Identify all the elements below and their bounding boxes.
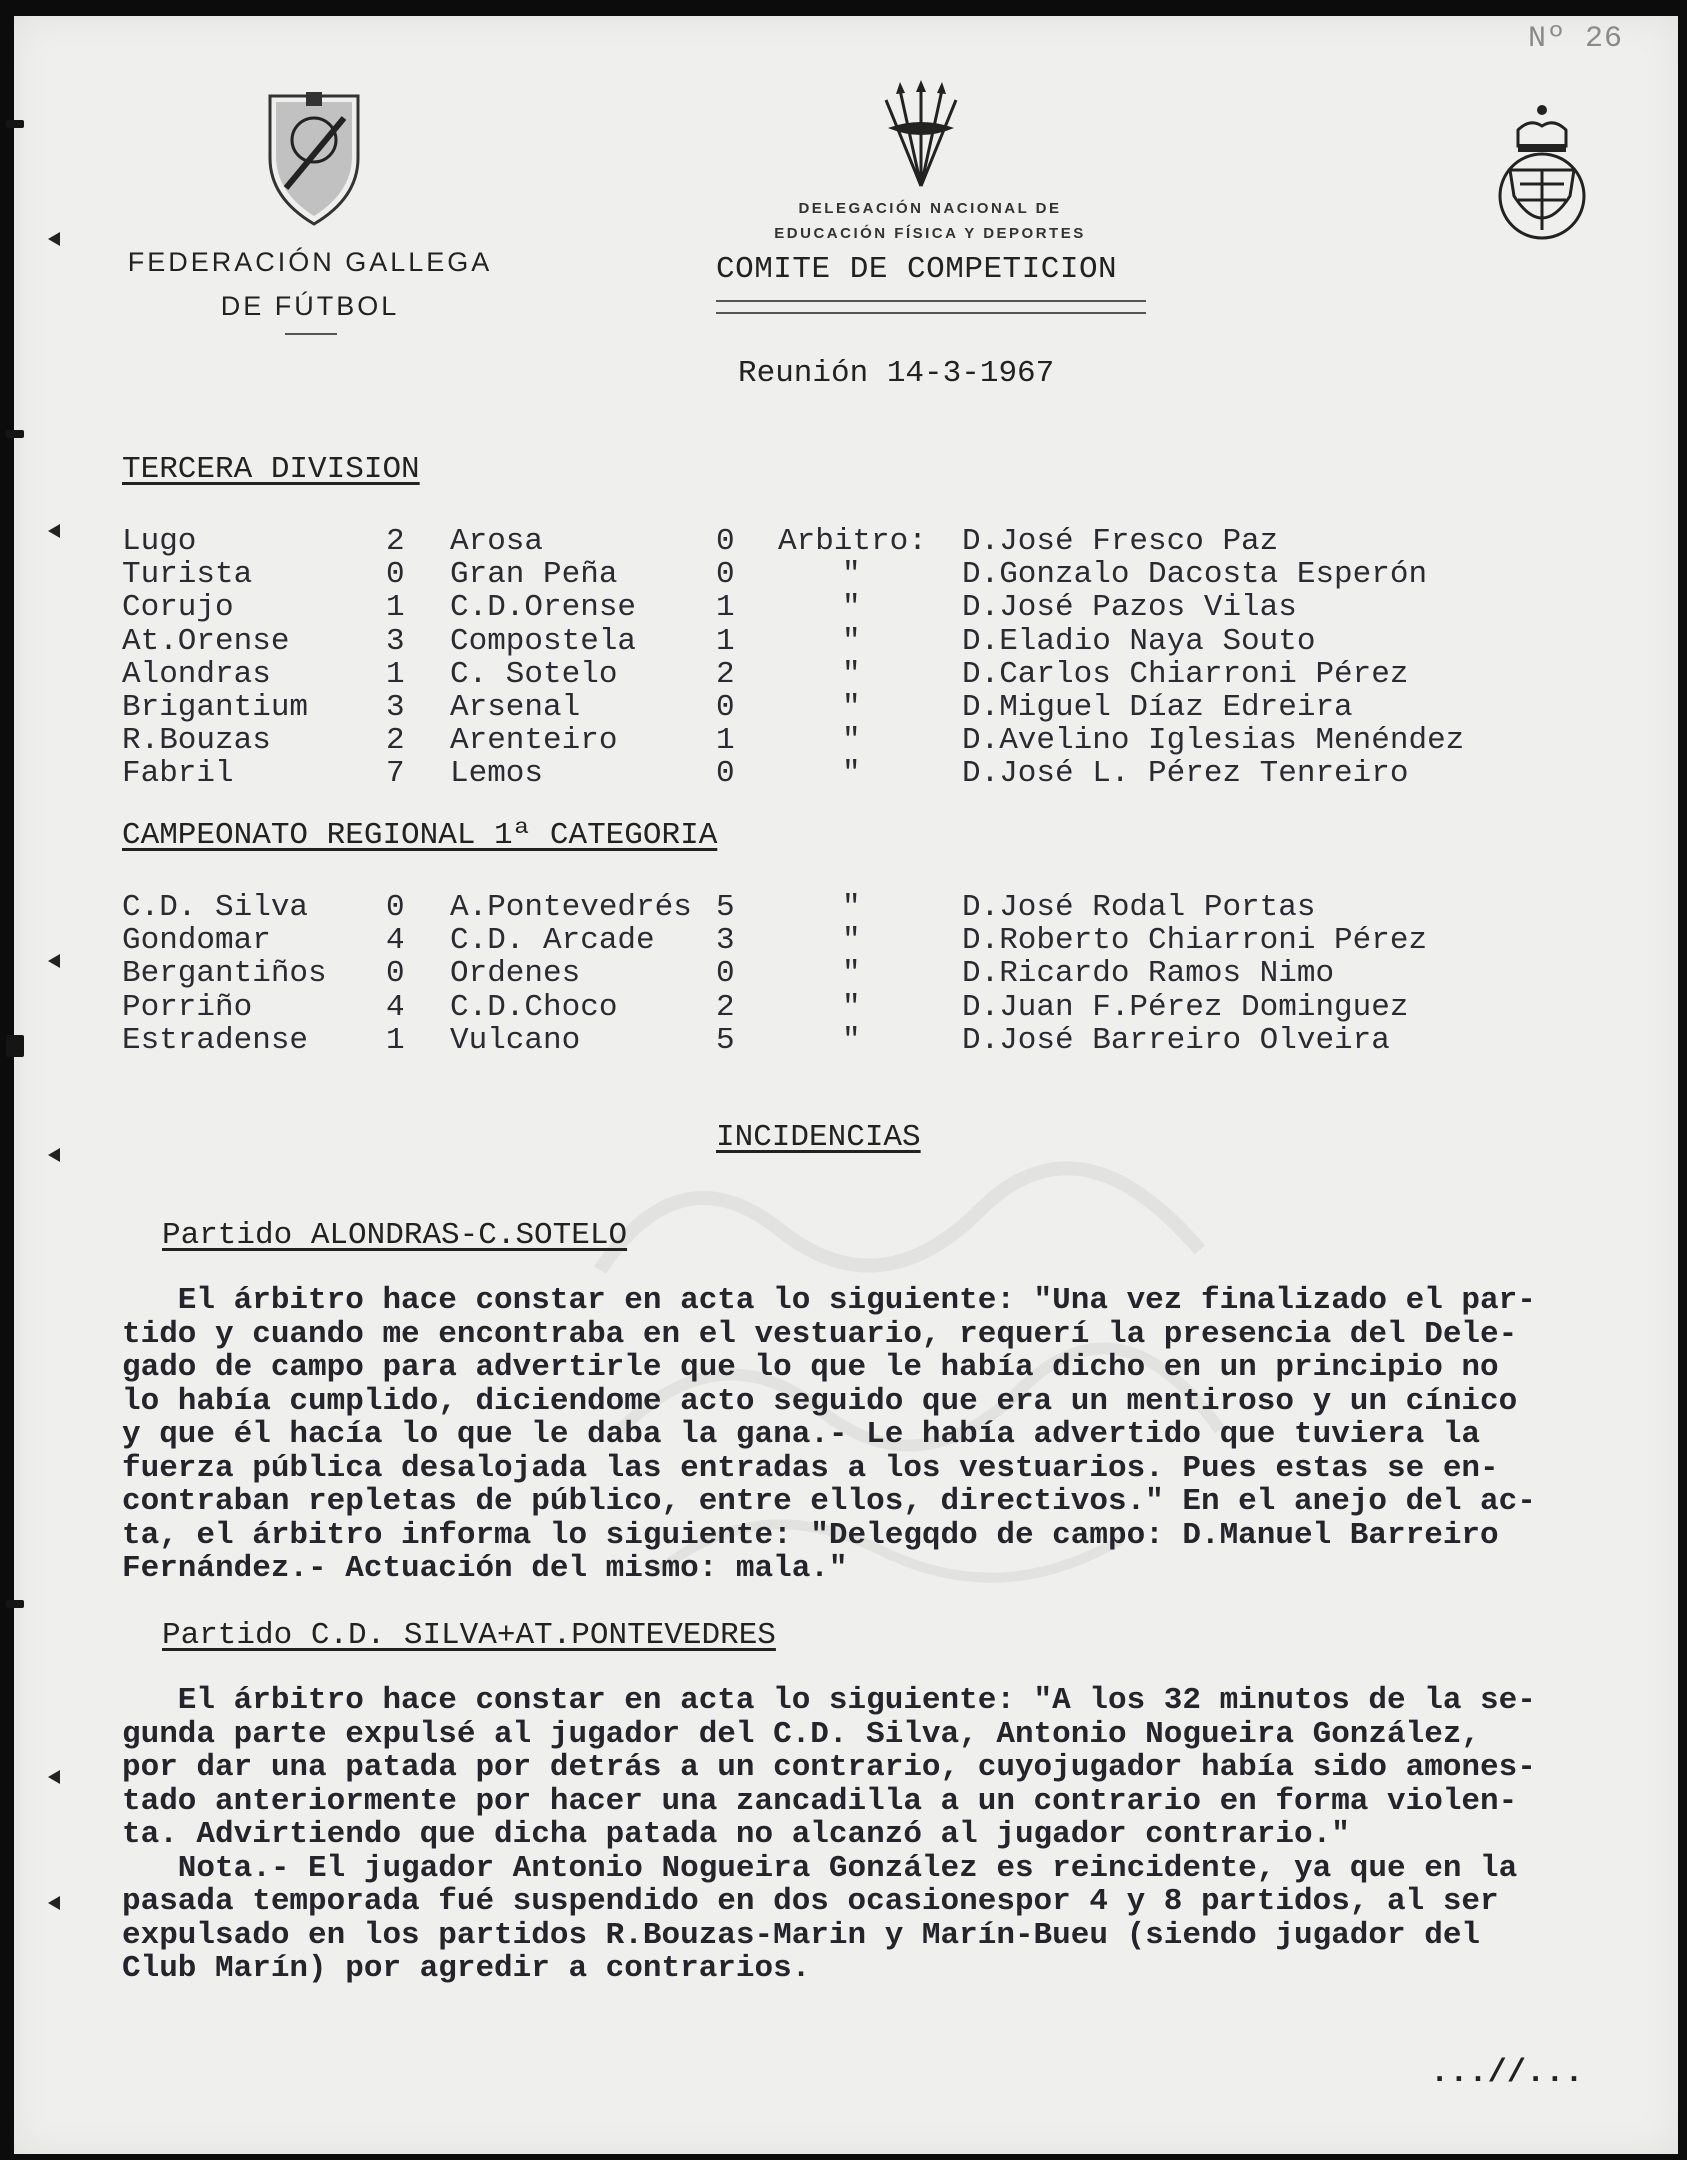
tab-marker [48, 1770, 60, 1784]
binder-mark [6, 1600, 24, 1608]
match-row [0, 524, 1687, 558]
binder-mark [6, 120, 24, 128]
referee-name: D.Miguel Díaz Edreira [962, 690, 1353, 725]
ditto-mark: " [842, 989, 861, 1025]
away-team: Vulcano [450, 1022, 581, 1058]
away-team: C.D. Arcade [450, 923, 655, 959]
away-team: Arenteiro [450, 723, 618, 759]
away-score: 0 [716, 756, 735, 792]
referee-name: D.José Fresco Paz [962, 524, 1279, 559]
binder-mark [6, 430, 24, 438]
home-team: Bergantiños [122, 956, 327, 992]
federation-shield-logo [266, 88, 362, 228]
federation-line2: DE FÚTBOL [220, 291, 400, 321]
away-score: 0 [716, 524, 735, 559]
federation-underline [285, 333, 337, 335]
delegation-line2: EDUCACIÓN FÍSICA Y DEPORTES [774, 225, 1086, 242]
ditto-mark: " [842, 623, 861, 659]
home-team: Turista [122, 557, 253, 593]
home-score: 3 [386, 690, 405, 725]
away-team: Arosa [450, 524, 544, 559]
crowned-federation-emblem [1490, 100, 1594, 250]
away-score: 3 [716, 923, 735, 959]
away-team: Gran Peña [450, 557, 618, 593]
away-score: 1 [716, 723, 735, 759]
match-row [0, 624, 1687, 658]
home-score: 4 [386, 989, 405, 1025]
referee-name: D.Avelino Iglesias Menéndez [962, 723, 1465, 759]
match-row [0, 890, 1687, 924]
referee-name: D.Juan F.Pérez Dominguez [962, 989, 1409, 1025]
incidencias-heading: INCIDENCIAS [716, 1120, 921, 1155]
match-row [0, 990, 1687, 1024]
ditto-mark: " [842, 890, 861, 925]
home-score: 2 [386, 723, 405, 759]
away-team: A.Pontevedrés [450, 890, 692, 925]
home-team: Fabril [122, 756, 234, 792]
match-row [0, 756, 1687, 790]
home-team: Porriño [122, 989, 253, 1025]
home-score: 0 [386, 890, 405, 925]
match-row [0, 923, 1687, 957]
referee-name: D.José Rodal Portas [962, 890, 1316, 925]
referee-name: D.Roberto Chiarroni Pérez [962, 923, 1428, 959]
tab-marker [48, 232, 60, 246]
section-heading-tercera: TERCERA DIVISION [122, 452, 420, 487]
home-score: 1 [386, 1022, 405, 1058]
away-score: 0 [716, 690, 735, 725]
referee-label: Arbitro: [778, 524, 927, 559]
home-team: At.Orense [122, 623, 290, 659]
home-team: Lugo [122, 524, 197, 559]
ditto-mark: " [842, 656, 861, 692]
match-row [0, 690, 1687, 724]
tab-marker [48, 1896, 60, 1910]
match-row [0, 956, 1687, 990]
away-score: 5 [716, 890, 735, 925]
away-team: Compostela [450, 623, 637, 659]
continuation-mark: ...//... [1430, 2054, 1584, 2091]
away-score: 0 [716, 557, 735, 593]
home-score: 7 [386, 756, 405, 792]
referee-name: D.José Pazos Vilas [962, 590, 1297, 626]
match-row [0, 723, 1687, 757]
match-row [0, 657, 1687, 691]
home-team: Corujo [122, 590, 234, 626]
ditto-mark: " [842, 690, 861, 725]
away-team: Lemos [450, 756, 544, 792]
section-heading-regional: CAMPEONATO REGIONAL 1ª CATEGORIA [122, 818, 718, 853]
home-score: 0 [386, 956, 405, 992]
referee-name: D.Ricardo Ramos Nimo [962, 956, 1335, 992]
away-score: 0 [716, 956, 735, 992]
away-team: C. Sotelo [450, 656, 618, 692]
incident1-text: El árbitro hace constar en acta lo siguiente: "Una vez finalizado el par- tido y cuando me encontraba en el vestuario, requerí la presencia del Dele- gado de campo para advertirle que lo que le había dicho en un principio no lo había cumplido, diciendome acto seguido que era un mentiroso y un cínico y que él hacía lo que le daba la gana.- Le había advertido que tuviera la fuerza pública desalojada las entradas a los vestuarios. Pues estas se en- contraban repletas de público, entre ellos, directivos." En el anejo del ac- ta, el árbitro informa lo siguiente: "Delegqdo de campo: D.Manuel Barreiro Fernández.- Actuación del mismo: mala." [122, 1283, 1536, 1586]
federation-name [100, 240, 520, 328]
committee-title: COMITE DE COMPETICION [716, 252, 1118, 287]
meeting-date: Reunión 14-3-1967 [738, 356, 1055, 391]
ditto-mark: " [842, 756, 861, 792]
away-team: C.D.Choco [450, 989, 618, 1025]
home-team: Gondomar [122, 923, 271, 959]
sheet-number: Nº 26 [1527, 22, 1623, 56]
incident2-text: El árbitro hace constar en acta lo siguiente: "A los 32 minutos de la se- gunda parte expulsé al jugador del C.D. Silva, Antonio Nogueira González, por dar una patada por detrás a un contrario, cuyojugador había sido amones- tado anteriormente por hacer una zancadilla a un contrario en forma violen- ta. Advirtiendo que dicha patada no alcanzó al jugador contrario." Nota.- El jugador Antonio Nogueira González es reincidente, ya que en la pasada temporada fué suspendido en dos ocasionespor 4 y 8 partidos, al ser expulsado en los partidos R.Bouzas-Marin y Marín-Bueu (siendo jugador del Club Marín) por agredir a contrarios. [122, 1683, 1536, 1986]
match-row [0, 590, 1687, 624]
federation-line1: FEDERACIÓN GALLEGA [127, 247, 493, 277]
ditto-mark: " [842, 956, 861, 992]
match-row [0, 557, 1687, 591]
delegation-line1: DELEGACIÓN NACIONAL DE [798, 200, 1062, 217]
delegation-heading [700, 196, 1160, 246]
referee-name: D.José L. Pérez Tenreiro [962, 756, 1409, 792]
home-team: R.Bouzas [122, 723, 271, 759]
home-score: 2 [386, 524, 405, 559]
home-score: 4 [386, 923, 405, 959]
home-team: C.D. Silva [122, 890, 309, 925]
match-row [0, 1023, 1687, 1057]
ditto-mark: " [842, 590, 861, 626]
referee-name: D.Eladio Naya Souto [962, 623, 1316, 659]
away-score: 2 [716, 989, 735, 1025]
referee-name: D.Carlos Chiarroni Pérez [962, 656, 1409, 692]
away-team: Arsenal [450, 690, 581, 725]
ditto-mark: " [842, 1022, 861, 1058]
referee-name: D.José Barreiro Olveira [962, 1022, 1390, 1058]
committee-double-rule [716, 300, 1146, 314]
away-team: Ordenes [450, 956, 581, 992]
incident2-heading: Partido C.D. SILVA+AT.PONTEVEDRES [162, 1618, 776, 1653]
home-score: 3 [386, 623, 405, 659]
home-score: 1 [386, 590, 405, 626]
home-team: Brigantium [122, 690, 309, 725]
ditto-mark: " [842, 923, 861, 959]
ditto-mark: " [842, 723, 861, 759]
home-team: Estradense [122, 1022, 309, 1058]
away-score: 1 [716, 590, 735, 626]
home-score: 0 [386, 557, 405, 593]
referee-name: D.Gonzalo Dacosta Esperón [962, 557, 1428, 593]
away-score: 1 [716, 623, 735, 659]
home-team: Alondras [122, 656, 271, 692]
away-score: 2 [716, 656, 735, 692]
away-team: C.D.Orense [450, 590, 637, 626]
home-score: 1 [386, 656, 405, 692]
ditto-mark: " [842, 557, 861, 593]
tab-marker [48, 1148, 60, 1162]
yoke-arrows-emblem [878, 80, 964, 192]
incident1-heading: Partido ALONDRAS-C.SOTELO [162, 1218, 628, 1253]
away-score: 5 [716, 1022, 735, 1058]
